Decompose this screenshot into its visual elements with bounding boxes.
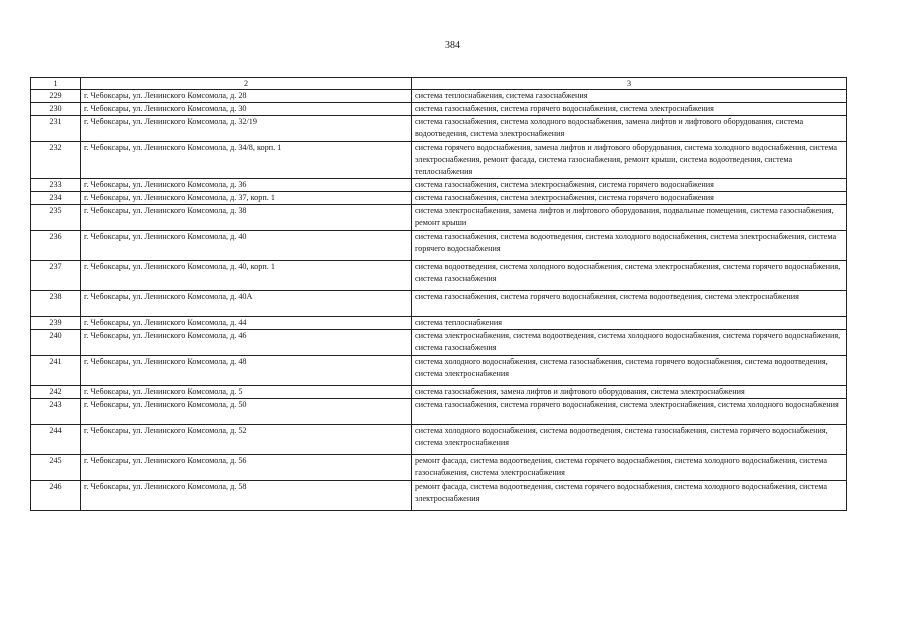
- row-address: г. Чебоксары, ул. Ленинского Комсомола, д. 38: [81, 205, 412, 231]
- row-address: г. Чебоксары, ул. Ленинского Комсомола, д. 32/19: [81, 116, 412, 142]
- address-works-table: [30, 77, 847, 511]
- table-row: [31, 205, 847, 231]
- column-header-address: 2: [81, 78, 412, 90]
- table-row: [31, 179, 847, 192]
- row-number: 234: [31, 192, 81, 205]
- row-number: 230: [31, 103, 81, 116]
- row-works: ремонт фасада, система водоотведения, система горячего водоснабжения, система холодного водоснабжения, система газоснабжения, система электроснабжения: [412, 455, 847, 481]
- row-number: 238: [31, 291, 81, 317]
- table-row: [31, 142, 847, 179]
- row-works: система электроснабжения, система водоотведения, система холодного водоснабжения, система горячего водоснабжения, система газоснабжения: [412, 330, 847, 356]
- row-address: г. Чебоксары, ул. Ленинского Комсомола, д. 52: [81, 425, 412, 455]
- row-number: 240: [31, 330, 81, 356]
- row-address: г. Чебоксары, ул. Ленинского Комсомола, д. 56: [81, 455, 412, 481]
- row-address: г. Чебоксары, ул. Ленинского Комсомола, д. 48: [81, 356, 412, 386]
- row-works: система горячего водоснабжения, замена лифтов и лифтового оборудования, система холодного водоснабжения, система электроснабжения, ремонт фасада, система газоснабжения, ремонт крыши, система водоотведения, система теплоснабжения: [412, 142, 847, 179]
- row-works: система газоснабжения, система электроснабжения, система горячего водоснабжения: [412, 179, 847, 192]
- page-number: 384: [445, 40, 460, 51]
- row-works: система газоснабжения, замена лифтов и лифтового оборудования, система электроснабжения: [412, 386, 847, 399]
- table-header-row: [31, 78, 847, 90]
- row-address: г. Чебоксары, ул. Ленинского Комсомола, д. 50: [81, 399, 412, 425]
- table-row: [31, 231, 847, 261]
- row-works: система газоснабжения, система холодного водоснабжения, замена лифтов и лифтового оборудования, система водоотведения, система электроснабжения: [412, 116, 847, 142]
- table-row: [31, 103, 847, 116]
- row-address: г. Чебоксары, ул. Ленинского Комсомола, д. 34/8, корп. 1: [81, 142, 412, 179]
- row-address: г. Чебоксары, ул. Ленинского Комсомола, д. 40А: [81, 291, 412, 317]
- row-address: г. Чебоксары, ул. Ленинского Комсомола, д. 36: [81, 179, 412, 192]
- table-row: [31, 291, 847, 317]
- row-works: система газоснабжения, система электроснабжения, система горячего водоснабжения: [412, 192, 847, 205]
- row-works: система теплоснабжения, система газоснабжения: [412, 90, 847, 103]
- row-number: 235: [31, 205, 81, 231]
- row-number: 246: [31, 481, 81, 511]
- table-row: [31, 261, 847, 291]
- column-header-works: 3: [412, 78, 847, 90]
- column-header-number: 1: [31, 78, 81, 90]
- row-works: ремонт фасада, система водоотведения, система горячего водоснабжения, система холодного водоснабжения, система электроснабжения: [412, 481, 847, 511]
- table-row: [31, 481, 847, 511]
- row-address: г. Чебоксары, ул. Ленинского Комсомола, д. 40, корп. 1: [81, 261, 412, 291]
- row-works: система газоснабжения, система горячего водоснабжения, система электроснабжения, система холодного водоснабжения: [412, 399, 847, 425]
- row-address: г. Чебоксары, ул. Ленинского Комсомола, д. 46: [81, 330, 412, 356]
- row-number: 243: [31, 399, 81, 425]
- row-address: г. Чебоксары, ул. Ленинского Комсомола, д. 44: [81, 317, 412, 330]
- row-works: система теплоснабжения: [412, 317, 847, 330]
- row-works: система холодного водоснабжения, система газоснабжения, система горячего водоснабжения, система водоотведения, система электроснабжения: [412, 356, 847, 386]
- row-works: система газоснабжения, система водоотведения, система холодного водоснабжения, система электроснабжения, система горячего водоснабжения: [412, 231, 847, 261]
- row-address: г. Чебоксары, ул. Ленинского Комсомола, д. 28: [81, 90, 412, 103]
- table-row: [31, 116, 847, 142]
- table-row: [31, 356, 847, 386]
- row-number: 236: [31, 231, 81, 261]
- table-row: [31, 317, 847, 330]
- row-address: г. Чебоксары, ул. Ленинского Комсомола, д. 58: [81, 481, 412, 511]
- table-row: [31, 455, 847, 481]
- row-number: 237: [31, 261, 81, 291]
- row-works: система холодного водоснабжения, система водоотведения, система газоснабжения, система горячего водоснабжения, система электроснабжения: [412, 425, 847, 455]
- table-row: [31, 330, 847, 356]
- row-number: 245: [31, 455, 81, 481]
- row-works: система водоотведения, система холодного водоснабжения, система электроснабжения, система горячего водоснабжения, система газоснабжения: [412, 261, 847, 291]
- row-works: система газоснабжения, система горячего водоснабжения, система электроснабжения: [412, 103, 847, 116]
- row-address: г. Чебоксары, ул. Ленинского Комсомола, д. 37, корп. 1: [81, 192, 412, 205]
- row-number: 244: [31, 425, 81, 455]
- row-number: 232: [31, 142, 81, 179]
- table-row: [31, 399, 847, 425]
- table-row: [31, 90, 847, 103]
- row-address: г. Чебоксары, ул. Ленинского Комсомола, д. 5: [81, 386, 412, 399]
- row-number: 233: [31, 179, 81, 192]
- row-works: система электроснабжения, замена лифтов и лифтового оборудования, подвальные помещения, система газоснабжения, ремонт крыши: [412, 205, 847, 231]
- row-number: 231: [31, 116, 81, 142]
- table-row: [31, 425, 847, 455]
- row-number: 242: [31, 386, 81, 399]
- table-row: [31, 192, 847, 205]
- row-number: 241: [31, 356, 81, 386]
- row-address: г. Чебоксары, ул. Ленинского Комсомола, д. 40: [81, 231, 412, 261]
- row-address: г. Чебоксары, ул. Ленинского Комсомола, д. 30: [81, 103, 412, 116]
- row-number: 239: [31, 317, 81, 330]
- table-row: [31, 386, 847, 399]
- row-number: 229: [31, 90, 81, 103]
- row-works: система газоснабжения, система горячего водоснабжения, система водоотведения, система электроснабжения: [412, 291, 847, 317]
